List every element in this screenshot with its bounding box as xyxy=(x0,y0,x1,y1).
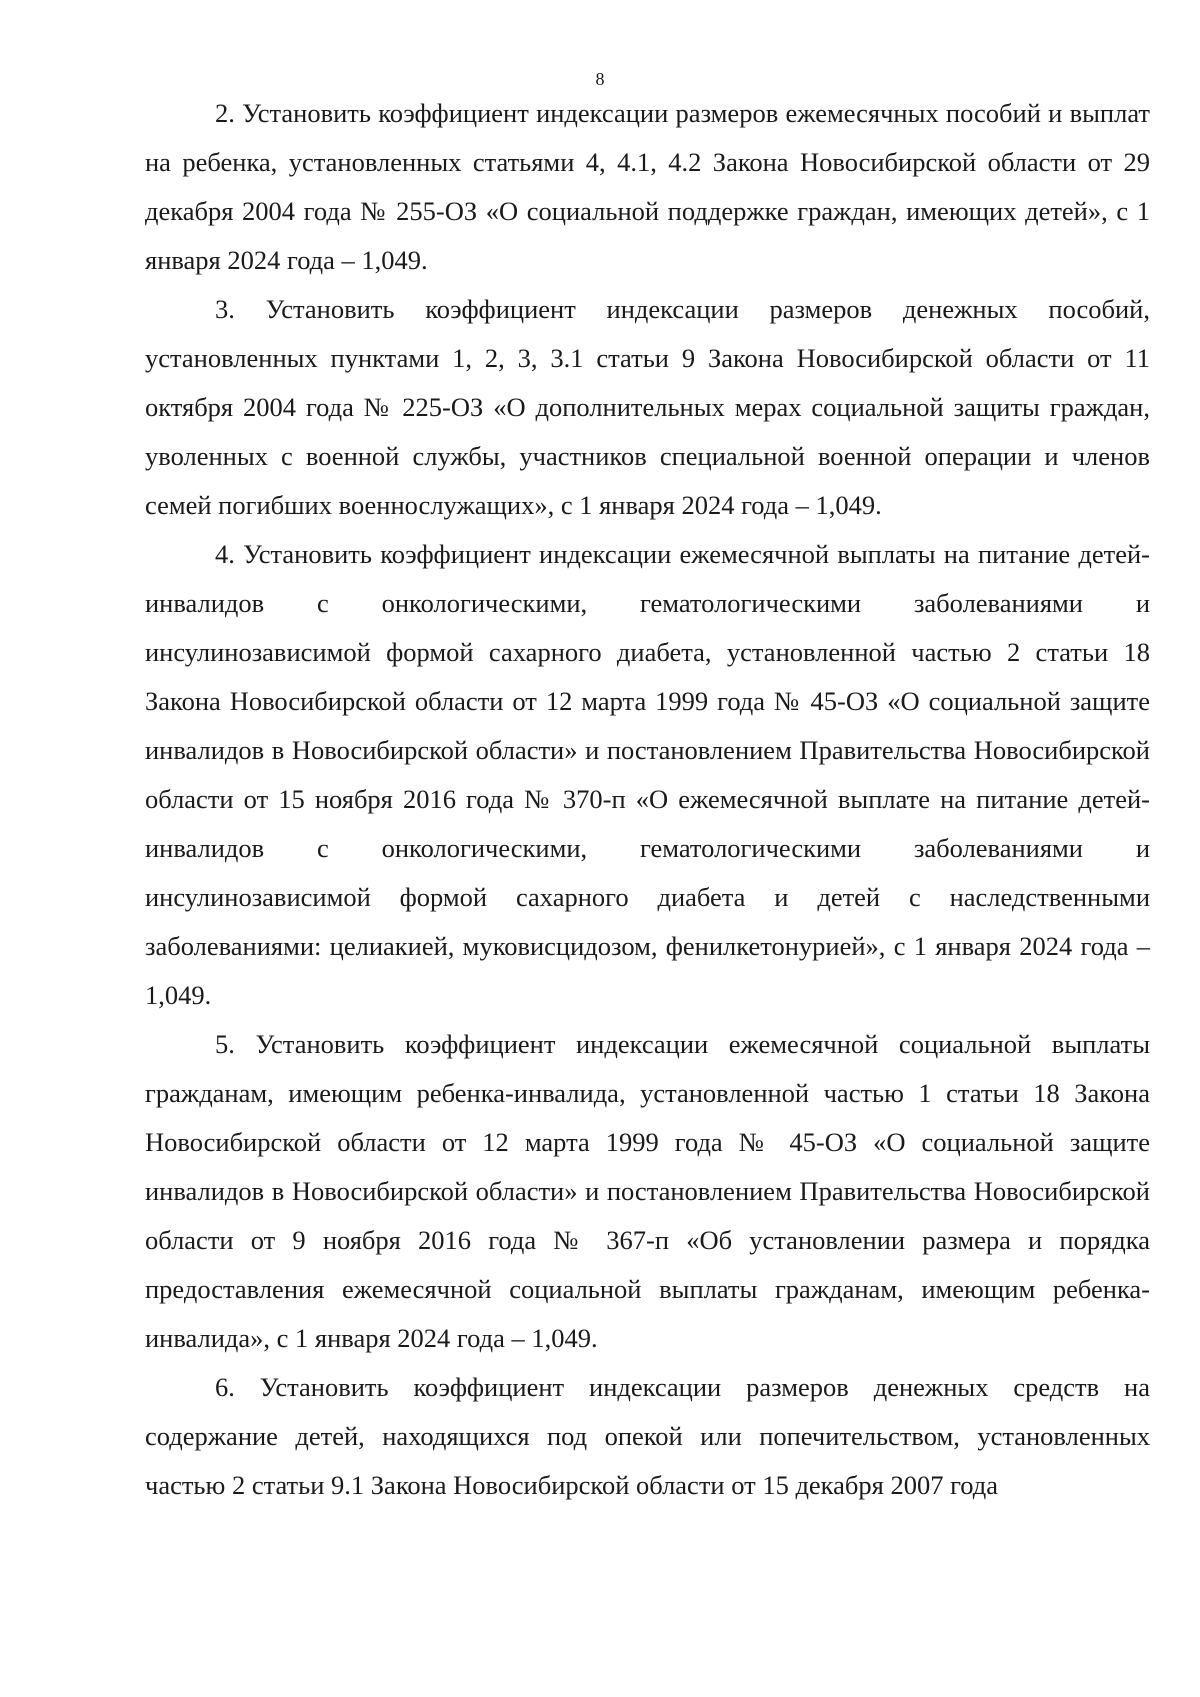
paragraph-item-5: 5. Установить коэффициент индексации ежемесячной социальной выплаты гражданам, имеющим ребенка-инвалида, установленной частью 1 статьи 18 Закона Новосибирской области от 12 марта 1999 года № 45-ОЗ «О социальной защите инвалидов в Новосибирской области» и постановлением Правительства Новосибирской области от 9 ноября 2016 года № 367-п «Об установлении размера и порядка предоставления ежемесячной социальной выплаты гражданам, имеющим ребенка-инвалида», с 1 января 2024 года – 1,049. xyxy=(145,1029,1150,1353)
paragraph-item-3: 3. Установить коэффициент индексации размеров денежных пособий, установленных пунктами 1, 2, 3, 3.1 статьи 9 Закона Новосибирской области от 11 октября 2004 года № 225-ОЗ «О дополнительных мерах социальной защиты граждан, уволенных с военной службы, участников специальной военной операции и членов семей погибших военнослужащих», с 1 января 2024 года – 1,049. xyxy=(145,294,1150,520)
page-number: 8 xyxy=(595,69,605,89)
paragraph-item-4: 4. Установить коэффициент индексации ежемесячной выплаты на питание детей-инвалидов с онкологическими, гематологическими заболеваниями и инсулинозависимой формой сахарного диабета, установленной частью 2 статьи 18 Закона Новосибирской области от 12 марта 1999 года № 45-ОЗ «О социальной защите инвалидов в Новосибирской области» и постановлением Правительства Новосибирской области от 15 ноября 2016 года № 370-п «О ежемесячной выплате на питание детей-инвалидов с онкологическими, гематологическими заболеваниями и инсулинозависимой формой сахарного диабета и детей с наследственными заболеваниями: целиакией, муковисцидозом, фенилкетонурией», с 1 января 2024 года – 1,049. xyxy=(145,539,1150,1010)
document-body xyxy=(145,89,1150,1510)
paragraph-item-6: 6. Установить коэффициент индексации размеров денежных средств на содержание детей, находящихся под опекой или попечительством, установленных частью 2 статьи 9.1 Закона Новосибирской области от 15 декабря 2007 года xyxy=(145,1372,1150,1500)
paragraph-item-2: 2. Установить коэффициент индексации размеров ежемесячных пособий и выплат на ребенка, установленных статьями 4, 4.1, 4.2 Закона Новосибирской области от 29 декабря 2004 года № 255-ОЗ «О социальной поддержке граждан, имеющих детей», с 1 января 2024 года – 1,049. xyxy=(145,98,1150,275)
